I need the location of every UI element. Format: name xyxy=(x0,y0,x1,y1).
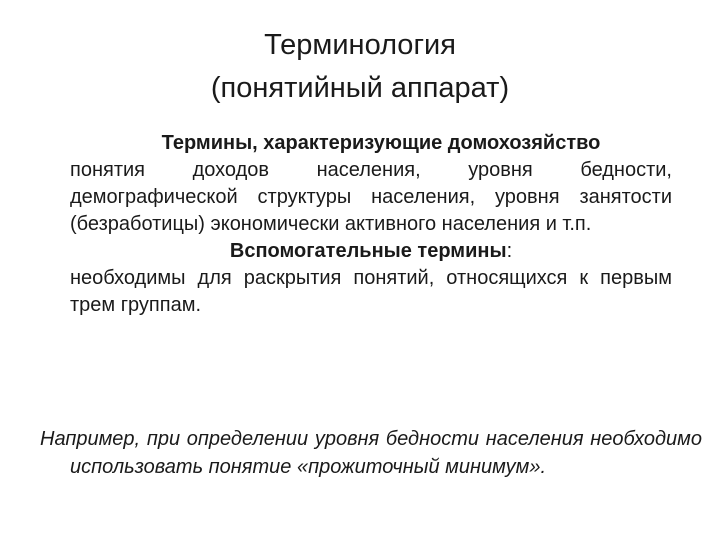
section-1-heading: Термины, характеризующие домохозяйство xyxy=(161,132,601,154)
section-1-text: понятия доходов населения, уровня бедности, демографической структуры населения, уровня занятости (безработицы) экономически активного населения и т.п. xyxy=(70,159,672,235)
slide-title xyxy=(0,24,720,110)
section-2-text: необходимы для раскрытия понятий, относящихся к первым трем группам. xyxy=(70,267,672,316)
title-line-1: Терминология xyxy=(264,29,456,61)
example-paragraph: Например, при определении уровня бедности населения необходимо использовать понятие «прожиточный минимум». xyxy=(40,428,702,478)
title-line-2: (понятийный аппарат) xyxy=(210,72,510,104)
section-2-heading: Вспомогательные термины xyxy=(229,240,507,262)
section-2-heading-row xyxy=(70,238,672,265)
content-body xyxy=(70,130,672,319)
section-2-colon: : xyxy=(506,240,513,262)
